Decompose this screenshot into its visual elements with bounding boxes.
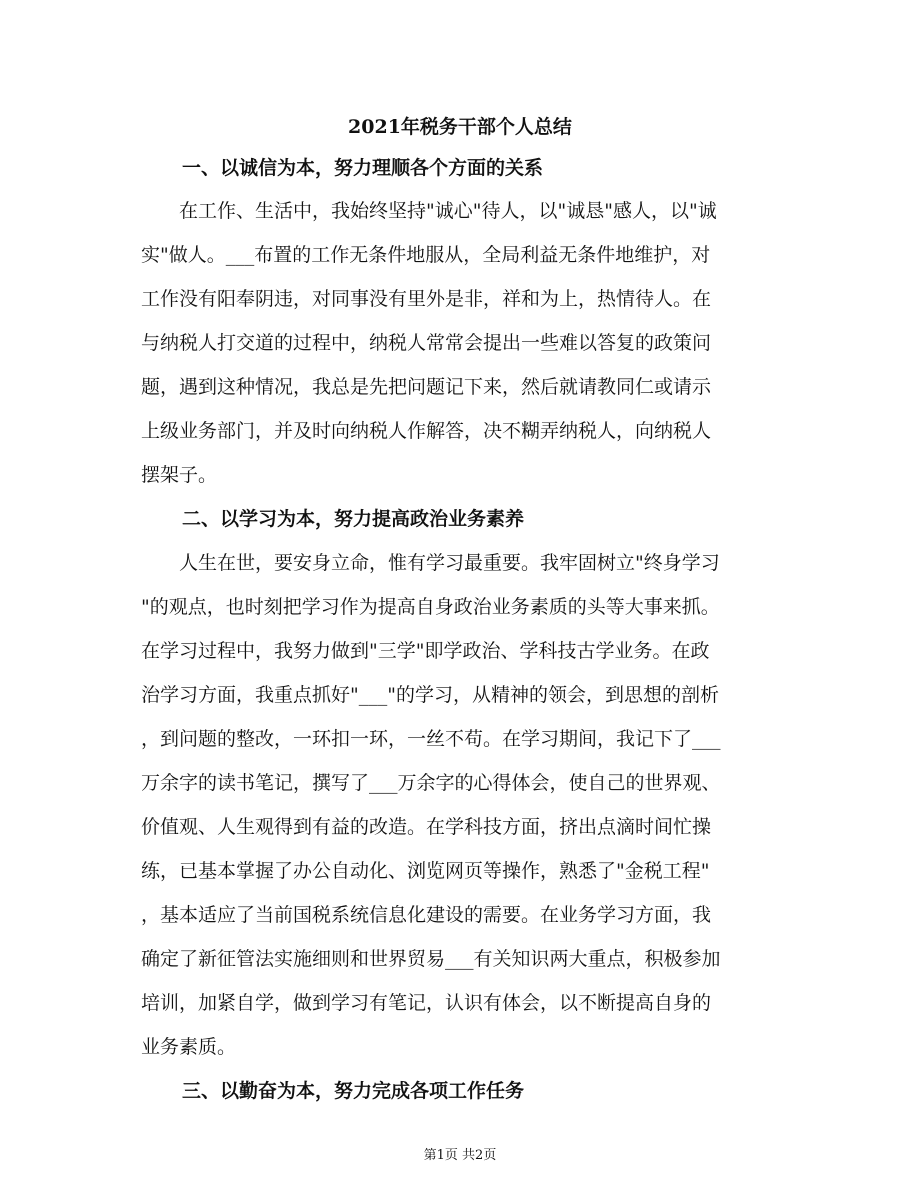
page-footer: 第1页 共2页: [423, 1148, 497, 1163]
section-3-heading: 三、以勤奋为本，努力完成各项工作任务: [182, 1080, 525, 1102]
section-1-line: 实"做人。___布置的工作无条件地服从，全局利益无条件地维护，对: [141, 244, 711, 266]
section-2-line: 人生在世，要安身立命，惟有学习最重要。我牢固树立"终身学习: [141, 552, 720, 574]
section-2-line: ，基本适应了当前国税系统信息化建设的需要。在业务学习方面，我: [141, 904, 712, 926]
section-1-line: 在工作、生活中，我始终坚持"诚心"待人，以"诚恳"感人，以"诚: [141, 200, 717, 222]
section-2-line: 练，已基本掌握了办公自动化、浏览网页等操作，熟悉了"金税工程": [141, 860, 710, 882]
section-1-line: 摆架子。: [141, 464, 218, 486]
section-2-line: "的观点，也时刻把学习作为提高自身政治业务素质的头等大事来抓。: [141, 596, 720, 618]
section-2-line: 万余字的读书笔记，撰写了___万余字的心得体会，使自己的世界观、: [141, 772, 721, 794]
section-1-heading: 一、以诚信为本，努力理顺各个方面的关系: [182, 157, 544, 179]
section-2-line: ，到问题的整改，一环扣一环，一丝不苟。在学习期间，我记下了___: [141, 728, 721, 750]
section-1-line: 上级业务部门，并及时向纳税人作解答，决不糊弄纳税人，向纳税人: [141, 420, 712, 442]
section-1-line: 工作没有阳奉阴违，对同事没有里外是非，祥和为上，热情待人。在: [141, 288, 712, 310]
section-2-line: 确定了新征管法实施细则和世界贸易___有关知识两大重点，积极参加: [141, 948, 721, 970]
section-2-line: 业务素质。: [141, 1036, 237, 1058]
section-2-line: 治学习方面，我重点抓好"___"的学习，从精神的领会，到思想的剖析: [141, 684, 719, 706]
section-2-heading: 二、以学习为本，努力提高政治业务素养: [182, 508, 525, 530]
section-2-line: 价值观、人生观得到有益的改造。在学科技方面，挤出点滴时间忙操: [141, 816, 712, 838]
section-1-line: 与纳税人打交道的过程中，纳税人常常会提出一些难以答复的政策问: [141, 332, 712, 354]
document-title: 2021年税务干部个人总结: [348, 116, 572, 138]
section-2-line: 培训，加紧自学，做到学习有笔记，认识有体会，以不断提高自身的: [141, 992, 712, 1014]
section-2-line: 在学习过程中，我努力做到"三学"即学政治、学科技古学业务。在政: [141, 640, 710, 662]
section-1-line: 题，遇到这种情况，我总是先把问题记下来，然后就请教同仁或请示: [141, 376, 712, 398]
